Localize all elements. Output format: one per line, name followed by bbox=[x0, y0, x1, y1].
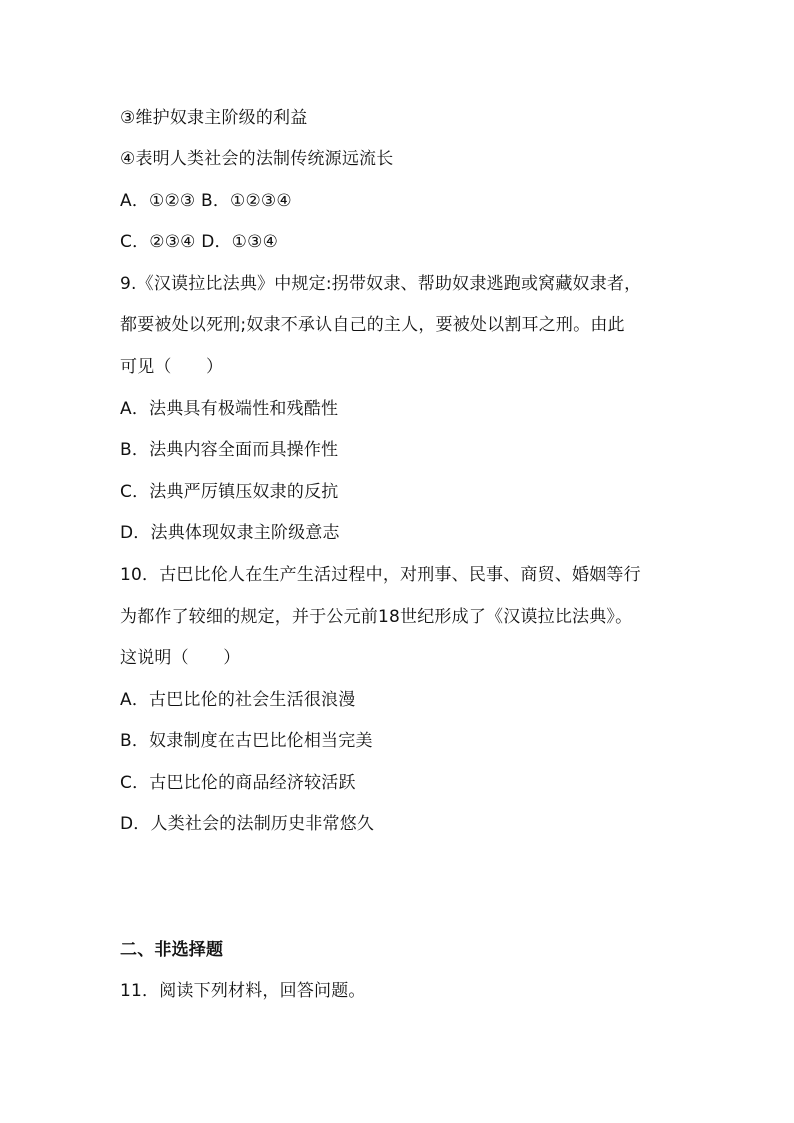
q9-choice-c: C．法典严厉镇压奴隶的反抗 bbox=[120, 482, 339, 502]
q9-choice-a: A．法典具有极端性和残酷性 bbox=[120, 399, 339, 419]
q10-choice-d: D．人类社会的法制历史非常悠久 bbox=[120, 814, 375, 834]
section-heading: 二、非选择题 bbox=[120, 940, 224, 960]
q11-stem: 11．阅读下列材料，回答问题。 bbox=[120, 981, 366, 1001]
q9-choice-d: D．法典体现奴隶主阶级意志 bbox=[120, 523, 340, 543]
q9-stem-line-1: 9.《汉谟拉比法典》中规定:拐带奴隶、帮助奴隶逃跑或窝藏奴隶者， bbox=[120, 274, 642, 294]
q8-choices-ab: A．①②③ B．①②③④ bbox=[120, 191, 292, 211]
q10-choice-a: A．古巴比伦的社会生活很浪漫 bbox=[120, 690, 356, 710]
q10-choice-b: B．奴隶制度在古巴比伦相当完美 bbox=[120, 731, 373, 751]
option-4-text: ④表明人类社会的法制传统源远流长 bbox=[120, 149, 394, 169]
q10-stem-line-1: 10．古巴比伦人在生产生活过程中，对刑事、民事、商贸、婚姻等行 bbox=[120, 565, 641, 585]
option-3-text: ③维护奴隶主阶级的利益 bbox=[120, 108, 308, 128]
q9-stem-line-3: 可见（ ） bbox=[120, 357, 224, 377]
q8-choices-cd: C．②③④ D．①③④ bbox=[120, 232, 279, 252]
q9-choice-b: B．法典内容全面而具操作性 bbox=[120, 440, 339, 460]
q9-stem-line-2: 都要被处以死刑;奴隶不承认自己的主人，要被处以割耳之刑。由此 bbox=[120, 315, 625, 335]
q10-stem-line-3: 这说明（ ） bbox=[120, 648, 241, 668]
q10-stem-line-2: 为都作了较细的规定，并于公元前18世纪形成了《汉谟拉比法典》。 bbox=[120, 607, 633, 627]
q10-choice-c: C．古巴比伦的商品经济较活跃 bbox=[120, 773, 356, 793]
